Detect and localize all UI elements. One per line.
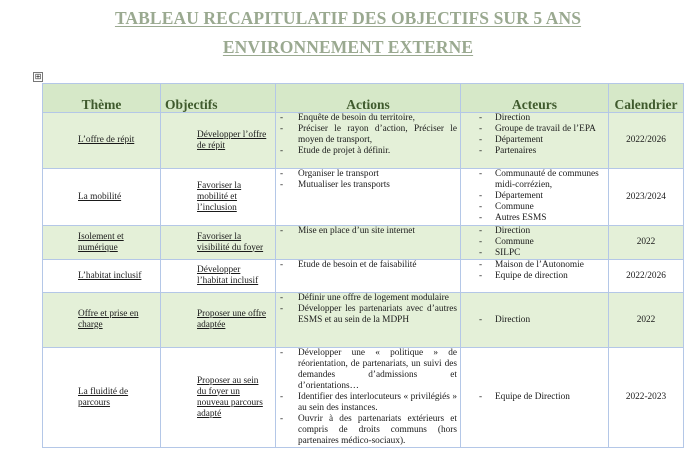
action-item: - Enquête de besoin du territoire, bbox=[278, 113, 457, 124]
actors-cell bbox=[461, 293, 609, 348]
action-item: - Définir une offre de logement modulaire bbox=[278, 293, 457, 304]
action-item: - Mise en place d’un site internet bbox=[278, 226, 457, 237]
header-acteurs: Acteurs bbox=[461, 84, 609, 113]
table-row bbox=[43, 348, 684, 448]
calendar-cell: 2022/2026 bbox=[609, 113, 684, 169]
table-row bbox=[43, 293, 684, 348]
actor-item: - Direction bbox=[463, 315, 605, 326]
actions-cell bbox=[276, 260, 461, 293]
calendar-cell: 2022/2026 bbox=[609, 260, 684, 293]
table-row bbox=[43, 226, 684, 260]
page-subtitle: ENVIRONNEMENT EXTERNE bbox=[222, 37, 474, 57]
actions-cell bbox=[276, 293, 461, 348]
theme-cell: La fluidité de parcours bbox=[43, 348, 161, 448]
header-theme: Thème bbox=[43, 84, 161, 113]
actor-item: - Département bbox=[463, 191, 605, 202]
actor-item: - Commune bbox=[463, 202, 605, 213]
actors-cell bbox=[461, 113, 609, 169]
theme-cell: L’offre de répit bbox=[43, 113, 161, 169]
calendar-cell: 2023/2024 bbox=[609, 169, 684, 226]
actor-item: - Equipe de Direction bbox=[463, 392, 605, 403]
theme-cell: Isolement et numérique bbox=[43, 226, 161, 260]
action-item: - Mutualiser les transports bbox=[278, 180, 457, 191]
table-header-row bbox=[43, 84, 684, 113]
table-row bbox=[43, 260, 684, 293]
actor-item: - Direction bbox=[463, 113, 605, 124]
header-actions: Actions bbox=[276, 84, 461, 113]
actions-cell bbox=[276, 169, 461, 226]
objective-cell: Favoriser la mobilité et l’inclusion bbox=[161, 169, 276, 226]
actions-cell bbox=[276, 226, 461, 260]
theme-cell: L’habitat inclusif bbox=[43, 260, 161, 293]
action-item: - Développer les partenariats avec d’autres ESMS et au sein de la MDPH bbox=[278, 304, 457, 326]
action-item: - Organiser le transport bbox=[278, 169, 457, 180]
page-title: TABLEAU RECAPITULATIF DES OBJECTIFS SUR 5 ANS bbox=[114, 8, 582, 28]
action-item: - Ouvrir à des partenariats extérieurs et compris de droits communs (hors partenaires médico-sociaux). bbox=[278, 414, 457, 447]
actions-cell bbox=[276, 113, 461, 169]
actors-cell bbox=[461, 348, 609, 448]
actors-cell bbox=[461, 169, 609, 226]
objective-cell: Proposer au sein du foyer un nouveau parcours adapté bbox=[161, 348, 276, 448]
theme-cell: La mobilité bbox=[43, 169, 161, 226]
actions-cell bbox=[276, 348, 461, 448]
action-item: - Etude de besoin et de faisabilité bbox=[278, 260, 457, 271]
actor-item: - SILPC bbox=[463, 248, 605, 259]
actors-cell bbox=[461, 260, 609, 293]
action-item: - Développer une « politique » de réorientation, de partenariats, un suivi des demandes d’admissions et d’orientations… bbox=[278, 348, 457, 392]
table-row bbox=[43, 169, 684, 226]
objective-cell: Développer l’offre de répit bbox=[161, 113, 276, 169]
calendar-cell: 2022-2023 bbox=[609, 348, 684, 448]
theme-cell: Offre et prise en charge bbox=[43, 293, 161, 348]
actor-item: - Maison de l’Autonomie bbox=[463, 260, 605, 271]
objectives-table bbox=[42, 83, 684, 448]
actors-cell bbox=[461, 226, 609, 260]
action-item: - Etude de projet à définir. bbox=[278, 146, 457, 157]
objective-cell: Proposer une offre adaptée bbox=[161, 293, 276, 348]
calendar-cell: 2022 bbox=[609, 226, 684, 260]
calendar-cell: 2022 bbox=[609, 293, 684, 348]
actor-item: - Département bbox=[463, 135, 605, 146]
actor-item: - Partenaires bbox=[463, 146, 605, 157]
action-item: - Préciser le rayon d’action, Préciser le moyen de transport, bbox=[278, 124, 457, 146]
actor-item: - Autres ESMS bbox=[463, 213, 605, 224]
actor-item: - Communauté de communes midi-corrézien, bbox=[463, 169, 605, 191]
table-move-handle-icon[interactable]: ⊞ bbox=[34, 72, 42, 81]
actor-item: - Equipe de direction bbox=[463, 271, 605, 282]
header-objectifs: Objectifs bbox=[161, 84, 276, 113]
actor-item: - Direction bbox=[463, 226, 605, 237]
objective-cell: Favoriser la visibilité du foyer bbox=[161, 226, 276, 260]
actor-item: - Groupe de travail de l’EPA bbox=[463, 124, 605, 135]
objective-cell: Développer l’habitat inclusif bbox=[161, 260, 276, 293]
table-row bbox=[43, 113, 684, 169]
action-item: - Identifier des interlocuteurs « privilégiés » au sein des instances. bbox=[278, 392, 457, 414]
actor-item: - Commune bbox=[463, 237, 605, 248]
header-calendrier: Calendrier bbox=[609, 84, 684, 113]
